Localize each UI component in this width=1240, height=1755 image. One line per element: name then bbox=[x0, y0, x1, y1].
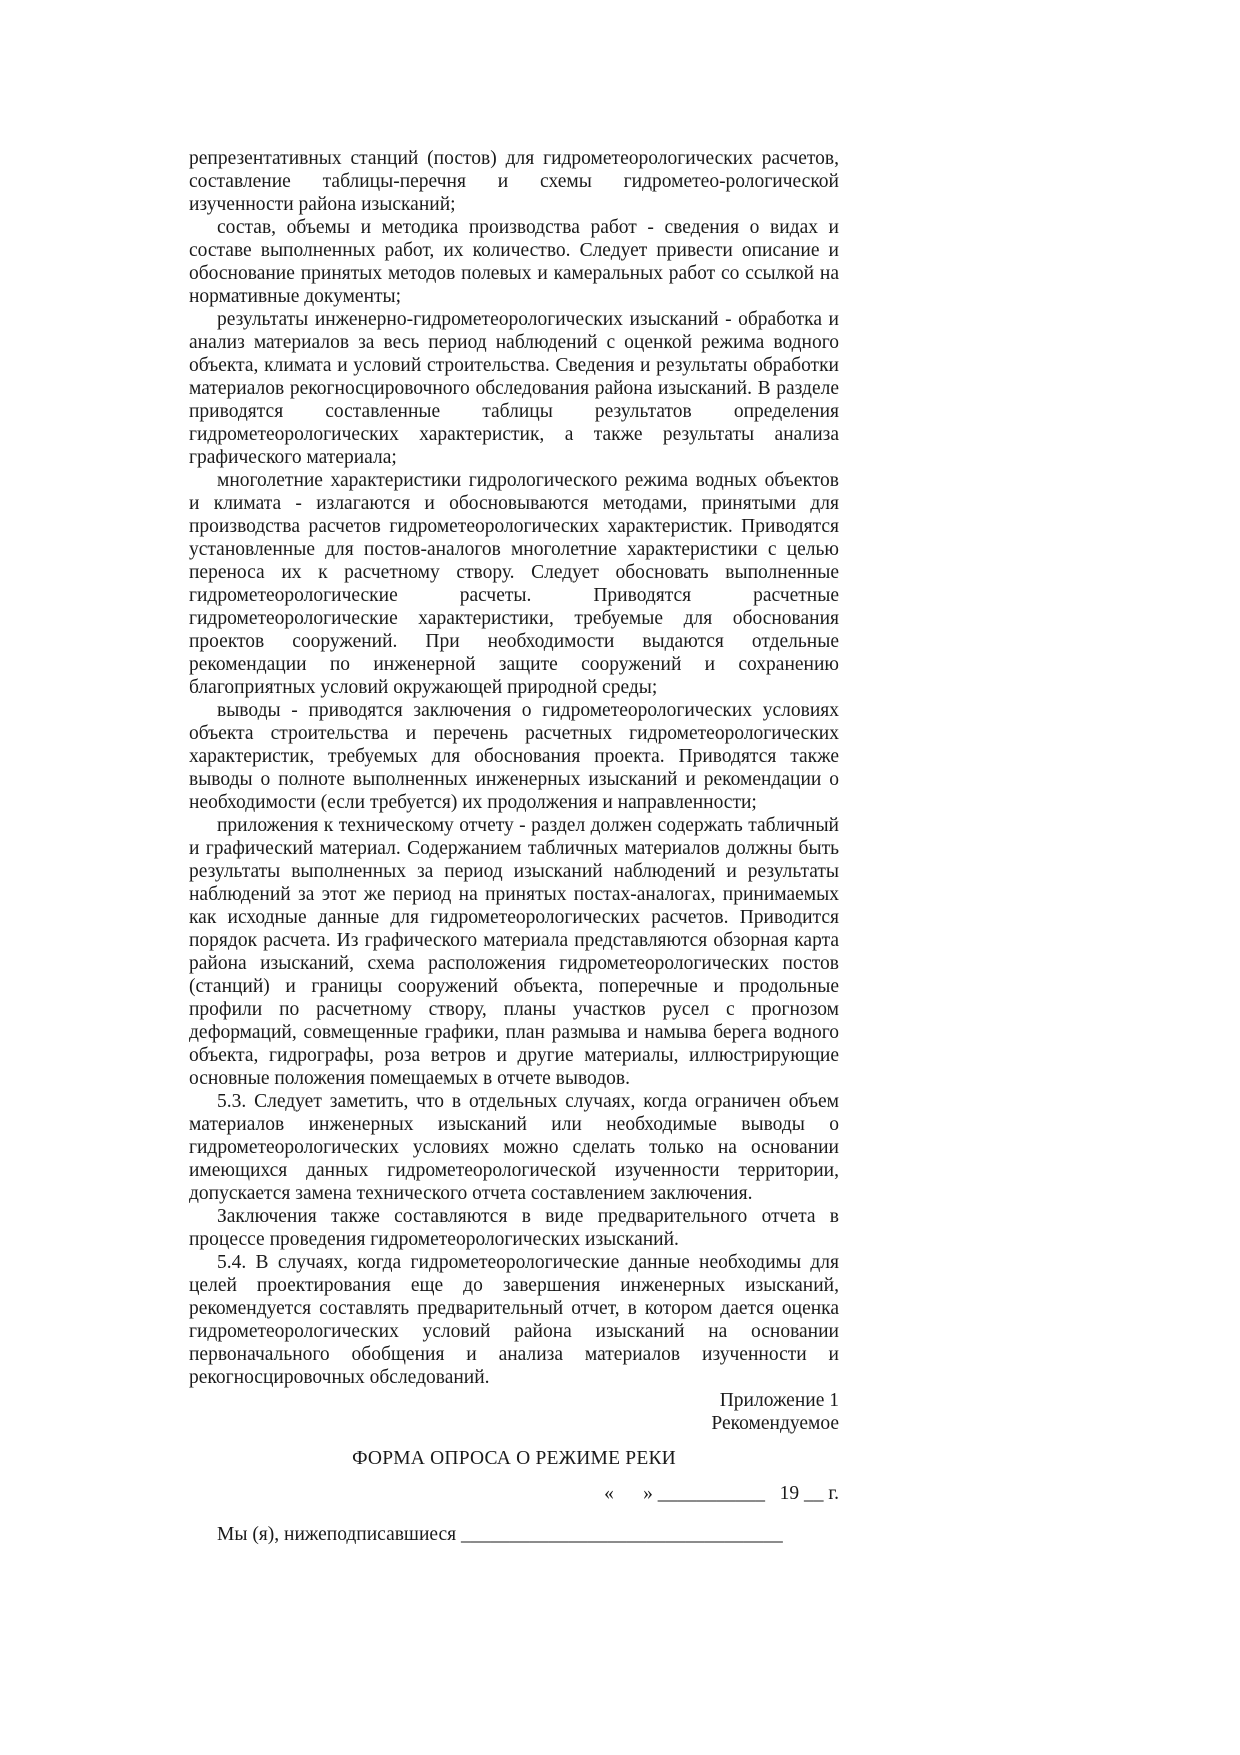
paragraph-continuation: репрезентативных станций (постов) для гидрометеорологических расчетов, составление таблицы-перечня и схемы гидрометео-рологической изученности района изысканий; bbox=[189, 148, 839, 215]
document-body bbox=[189, 147, 839, 1546]
paragraph-preliminary-conclusions: Заключения также составляются в виде предварительного отчета в процессе проведения гидрометеорологических изысканий. bbox=[189, 1206, 839, 1250]
paragraph-report-appendices: приложения к техническому отчету - раздел должен содержать табличный и графический материал. Содержанием табличных материалов должны быть результаты выполненных за период изысканий наблюдений и результаты наблюдений за этот же период на принятых постах-аналогах, принимаемых как исходные данные для гидрометеорологических расчетов. Приводится порядок расчета. Из графического материала представляются обзорная карта района изысканий, схема расположения гидрометеорологических постов (станций) и границы сооружений объекта, поперечные и продольные профили по расчетному створу, планы участков русел с прогнозом деформаций, совмещенные графики, план размыва и намыва берега водного объекта, гидрографы, роза ветров и другие материалы, иллюстрирующие основные положения помещаемых в отчете выводов. bbox=[189, 815, 839, 1089]
form-title: ФОРМА ОПРОСА О РЕЖИМЕ РЕКИ bbox=[352, 1448, 676, 1469]
appendix-header bbox=[189, 1389, 839, 1435]
signers-line: Мы (я), нижеподписавшиеся _________________________________ bbox=[217, 1524, 783, 1545]
paragraph-long-term-characteristics: многолетние характеристики гидрологического режима водных объектов и климата - излагаются и обосновываются методами, принятыми для производства расчетов гидрометеорологических характеристик. Приводятся установленные для постов-аналогов многолетние характеристики с целью переноса их к расчетному створу. Следует обосновать выполненные гидрометеорологические расчеты. Приводятся расчетные гидрометеорологические характеристики, требуемые для обоснования проектов сооружений. При необходимости выдаются отдельные рекомендации по инженерной защите сооружений и сохранению благоприятных условий окружающей природной среды; bbox=[189, 470, 839, 698]
paragraph-section-5-4: 5.4. В случаях, когда гидрометеорологические данные необходимы для целей проектирования еще до завершения инженерных изысканий, рекомендуется составлять предварительный отчет, в котором дается оценка гидрометеорологических условий района изысканий на основании первоначального обобщения и анализа материалов изученности и рекогносцировочных обследований. bbox=[189, 1252, 839, 1388]
date-line: « » ___________ 19 __ г. bbox=[604, 1483, 839, 1504]
paragraph-conclusions: выводы - приводятся заключения о гидрометеорологических условиях объекта строительства и перечень расчетных гидрометеорологических характеристик, требуемых для обоснования проекта. Приводятся также выводы о полноте выполненных инженерных изысканий и рекомендации о необходимости (если требуется) их продолжения и направленности; bbox=[189, 700, 839, 813]
appendix-label: Приложение 1 bbox=[719, 1390, 839, 1411]
appendix-status: Рекомендуемое bbox=[711, 1413, 839, 1434]
paragraph-survey-results: результаты инженерно-гидрометеорологических изысканий - обработка и анализ материалов за весь период наблюдений с оценкой режима водного объекта, климата и условий строительства. Сведения и результаты обработки материалов рекогносцировочного обследования района изысканий. В разделе приводятся составленные таблицы результатов определения гидрометеорологических характеристик, а также результаты анализа графического материала; bbox=[189, 309, 839, 468]
paragraph-work-composition: состав, объемы и методика производства работ - сведения о видах и составе выполненных работ, их количество. Следует привести описание и обоснование принятых методов полевых и камеральных работ со ссылкой на нормативные документы; bbox=[189, 217, 839, 307]
paragraph-section-5-3: 5.3. Следует заметить, что в отдельных случаях, когда ограничен объем материалов инженерных изысканий или необходимые выводы о гидрометеорологических условиях можно сделать только на основании имеющихся данных гидрометеорологической изученности территории, допускается замена технического отчета составлением заключения. bbox=[189, 1091, 839, 1204]
